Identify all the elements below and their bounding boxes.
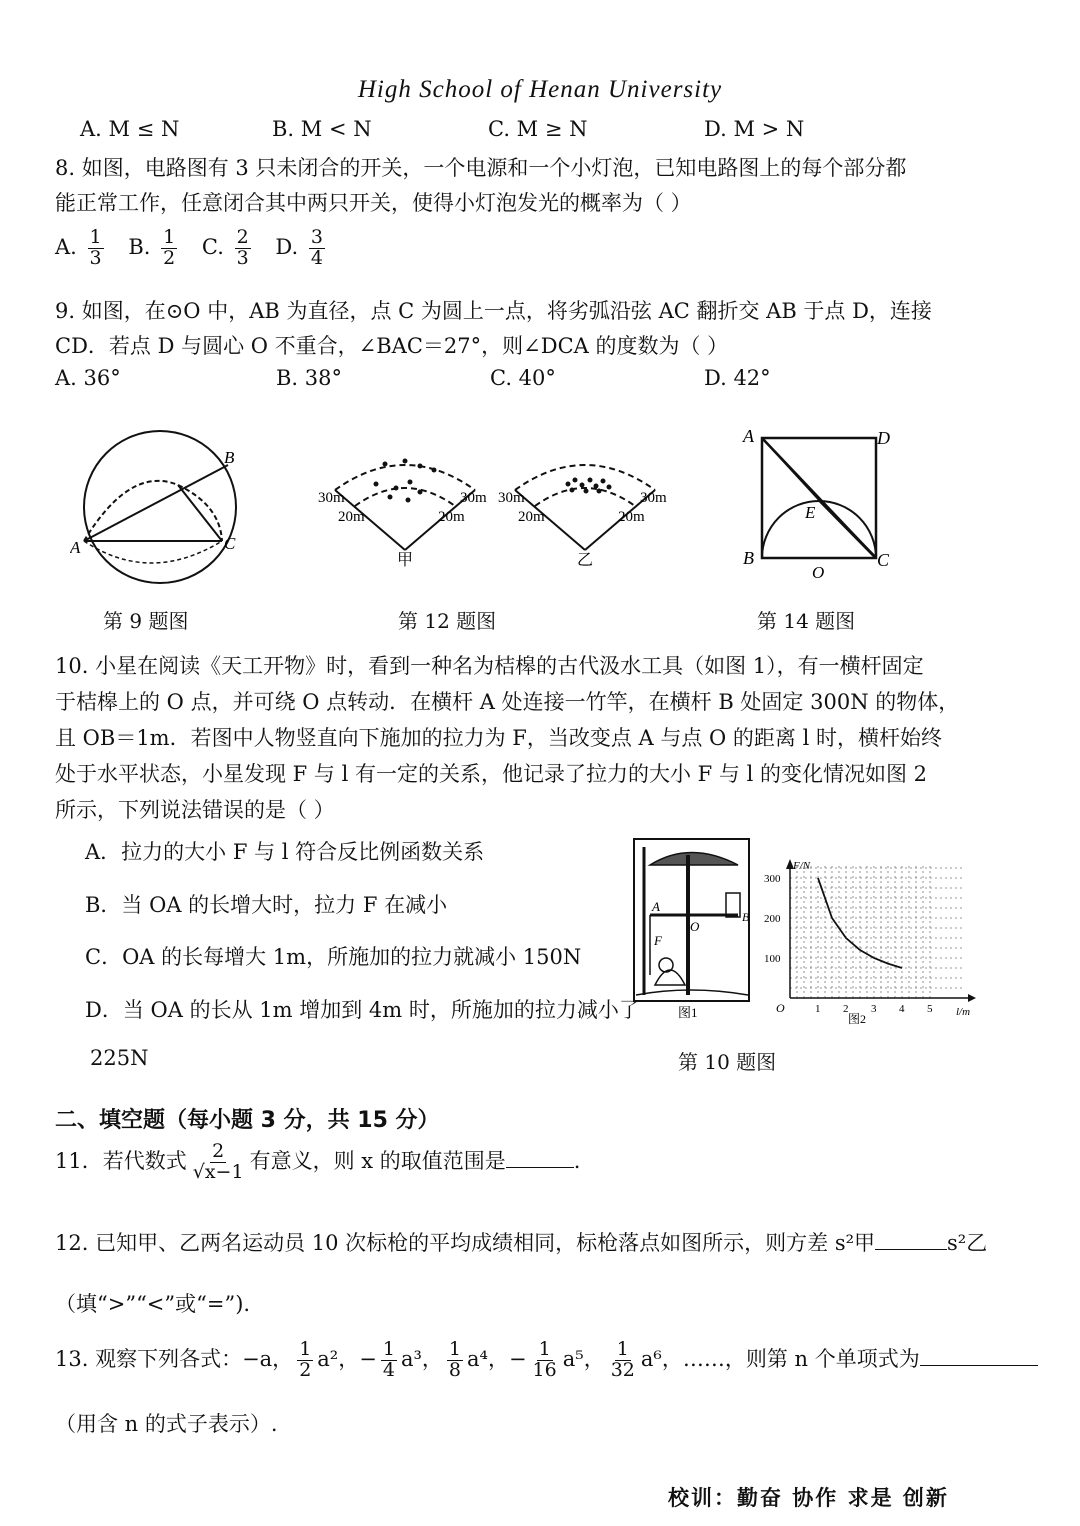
fig12-yi-r30: 30m: [498, 490, 525, 506]
q10-line-3: 且 OB＝1m．若图中人物竖直向下施加的拉力为 F，当改变点 A 与点 O 的距离 l 时，横杆始终: [55, 726, 942, 750]
q11-answer-blank[interactable]: [506, 1167, 574, 1168]
caption-figure-14: 第 14 题图: [757, 609, 856, 633]
q9-option-a: A. 36°: [55, 366, 121, 390]
fig9-label-b: B: [224, 448, 235, 467]
school-header: High School of Henan University: [357, 76, 723, 103]
q13-term-4-fraction: $\frac{1}{16}$: [532, 1338, 557, 1381]
q11: 11．若代数式 $\frac{2}{√x-1}$ 有意义，则 x 的取值范围是 .: [55, 1140, 581, 1183]
q13-term-3-fraction: $\frac{1}{8}$: [448, 1338, 461, 1381]
q8-options: A. $\frac{1}{3}$ B. $\frac{1}{2}$ C. $\frac{2}{3}$ D. $\frac{3}{4}$: [55, 226, 323, 269]
fig12-jia-r30-right: 30m: [460, 490, 487, 506]
chart-y-tick-label: 300: [764, 873, 781, 885]
svg-text:F: F: [654, 933, 662, 948]
section-2-title: 二、填空题（每小题 3 分，共 15 分）: [55, 1108, 440, 1133]
fig12-jia-r20-left: 20m: [338, 509, 365, 525]
q9-option-c: C. 40°: [490, 366, 556, 390]
fig14-label-b: B: [743, 548, 754, 568]
caption-figure-10: 第 10 题图: [678, 1050, 777, 1074]
fig12-jia-r20-right: 20m: [438, 509, 465, 525]
q10-line-4: 处于水平状态，小星发现 F 与 l 有一定的关系，他记录了拉力的大小 F 与 l 的变化情况如图 2: [55, 762, 928, 786]
q13-term-2-fraction: $\frac{1}{4}$: [382, 1338, 395, 1381]
figure-10-force-length-chart: [760, 855, 980, 1025]
q7-option-d: D. M > N: [704, 117, 805, 141]
q8-option-d-fraction: $\frac{3}{4}$: [310, 226, 323, 269]
q10-line-1: 10. 小星在阅读《天工开物》时，看到一种名为桔槔的古代汲水工具（如图 1），有一横杆固定: [55, 654, 924, 678]
fig12-label-yi: 乙: [577, 552, 594, 569]
q10-option-a: A．拉力的大小 F 与 l 符合反比例函数关系: [85, 840, 485, 864]
q7-option-a: A. M ≤ N: [80, 117, 180, 141]
fig10-label-fig1: 图1: [678, 1005, 698, 1020]
chart-x-tick-label: 1: [815, 1003, 821, 1015]
chart-x-arrow: [968, 994, 976, 1002]
q8-option-c-fraction: $\frac{2}{3}$: [236, 226, 249, 269]
q8-line-1: 8. 如图，电路图有 3 只未闭合的开关，一个电源和一个小灯泡，已知电路图上的每个部分都: [55, 156, 907, 180]
fig12-yi-r20-right: 20m: [618, 509, 645, 525]
q9-option-d: D. 42°: [704, 366, 771, 390]
chart-y-tick-label: 200: [764, 913, 781, 925]
q13-line-2: （用含 n 的式子表示）.: [55, 1412, 278, 1436]
q12-line-2: （填“>”“<”或“=”).: [55, 1292, 251, 1316]
q13-term-1-fraction: $\frac{1}{2}$: [299, 1338, 312, 1381]
caption-figure-9: 第 9 题图: [103, 609, 189, 633]
q8-option-a-fraction: $\frac{1}{3}$: [89, 226, 102, 269]
figure-9-circle-diagram: [70, 425, 250, 590]
chart-y-tick-label: 100: [764, 953, 781, 965]
chart-x-tick-label: 4: [899, 1003, 905, 1015]
q13-line-1: 13. 观察下列各式：−a， $\frac{1}{2}$ a²，− $\frac{1}{4}$ a³， $\frac{1}{8}$ a⁴，− $\frac{1}{16}$ a⁵， $\frac{1}{32}$ a⁶，……，则第 n 个单项式为: [55, 1340, 1038, 1381]
q9-line-2: CD．若点 D 与圆心 O 不重合，∠BAC＝27°，则∠DCA 的度数为（ ）: [55, 334, 729, 358]
fig14-label-e: E: [805, 503, 816, 522]
q8-line-2: 能正常工作，任意闭合其中两只开关，使得小灯泡发光的概率为（ ）: [55, 191, 692, 215]
fig9-label-c: C: [224, 534, 236, 553]
svg-text:O: O: [690, 919, 700, 934]
fig12-yi-r30-right: 30m: [640, 490, 667, 506]
q10-option-b: B．当 OA 的长增大时，拉力 F 在减小: [85, 893, 448, 917]
fig14-label-c: C: [877, 550, 890, 570]
fig12-label-jia: 甲: [397, 552, 414, 569]
fig12-jia-r30: 30m: [318, 490, 345, 506]
svg-text:B: B: [742, 910, 750, 924]
q8-option-b-fraction: $\frac{1}{2}$: [163, 226, 176, 269]
q12-answer-blank[interactable]: [875, 1249, 947, 1250]
q9-option-b: B. 38°: [276, 366, 343, 390]
q10-option-d-tail: 225N: [90, 1046, 149, 1070]
chart-x-tick-label: 2: [843, 1003, 849, 1015]
chart-x-label: l/m: [956, 1006, 971, 1018]
chart-y-label: F/N: [793, 860, 811, 872]
caption-figure-12: 第 12 题图: [398, 609, 497, 633]
q10-option-c: C．OA 的长每增大 1m，所施加的拉力就减小 150N: [85, 945, 582, 969]
q7-option-b: B. M < N: [272, 117, 372, 141]
q11-fraction: $\frac{2}{√x-1}$: [192, 1140, 244, 1183]
school-motto: 校训：勤奋 协作 求是 创新: [668, 1486, 949, 1510]
q12-line-1: 12. 已知甲、乙两名运动员 10 次标枪的平均成绩相同，标枪落点如图所示，则方差 s²甲 s²乙: [55, 1231, 988, 1255]
fig14-label-a: A: [743, 426, 754, 446]
q7-option-c: C. M ≥ N: [488, 117, 588, 141]
figure-14-square-diagram: [735, 420, 910, 585]
q13-term-5-fraction: $\frac{1}{32}$: [610, 1338, 635, 1381]
q10-option-d: D．当 OA 的长从 1m 增加到 4m 时，所施加的拉力减小了: [85, 998, 640, 1022]
q10-line-2: 于桔槔上的 O 点，并可绕 O 点转动．在横杆 A 处连接一竹竿，在横杆 B 处固定 300N 的物体，: [55, 690, 960, 714]
svg-text:A: A: [652, 899, 660, 914]
fig10-label-fig2: 图2: [848, 1012, 867, 1025]
chart-x-tick-label: 5: [927, 1003, 933, 1015]
chart-origin-label: O: [776, 1001, 785, 1015]
q9-line-1: 9. 如图，在⊙O 中，AB 为直径，点 C 为圆上一点，将劣弧沿弦 AC 翻折交 AB 于点 D，连接: [55, 299, 932, 323]
chart-x-tick-label: 3: [871, 1003, 877, 1015]
q13-answer-blank[interactable]: [920, 1365, 1038, 1366]
q10-line-5: 所示，下列说法错误的是（ ）: [55, 798, 335, 822]
fig9-label-a: A: [70, 538, 81, 557]
figure-10-well-sweep-illustration: [630, 835, 755, 1020]
fig12-yi-r20-left: 20m: [518, 509, 545, 525]
fig14-label-o: O: [812, 563, 825, 582]
fig14-label-d: D: [877, 428, 890, 448]
figure-12-landing-diagram: [310, 450, 690, 570]
